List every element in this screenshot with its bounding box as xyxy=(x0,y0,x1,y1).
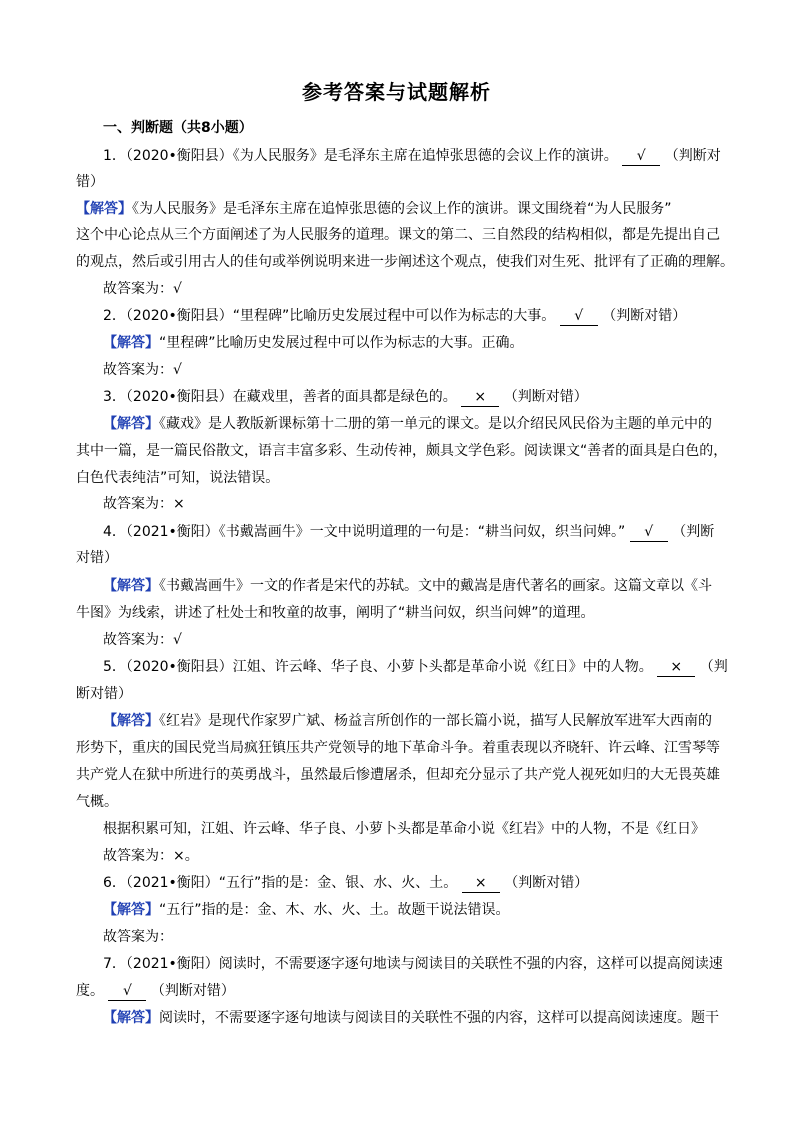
answer-tag: 【解答】 xyxy=(103,578,159,594)
answer-blank-4: √ xyxy=(630,524,668,542)
explanation-1-line-2: 这个中心论点从三个方面阐述了为人民服务的道理。课文的第二、三自然段的结构相似，都是先提出自己 xyxy=(76,227,720,243)
answer-1: 故答案为：√ xyxy=(103,281,182,297)
question-5-cont: 断对错） xyxy=(76,686,132,702)
answer-blank-3: × xyxy=(461,389,499,407)
explanation-5 xyxy=(103,711,712,731)
answer-4: 故答案为：√ xyxy=(103,632,182,648)
answer-5: 故答案为：×。 xyxy=(103,848,199,864)
question-6 xyxy=(103,873,588,893)
question-4-text: 4．（2021•衡阳）《书戴嵩画牛》一文中说明道理的一句是：“耕当问奴，织当问婢。” xyxy=(103,524,626,540)
answer-tag: 【解答】 xyxy=(103,902,159,918)
question-7-suffix: （判断对错） xyxy=(150,983,235,999)
answer-6: 故答案为： xyxy=(103,929,173,945)
explanation-7 xyxy=(103,1008,719,1028)
question-1 xyxy=(103,146,721,166)
section-heading: 一、判断题（共8小题） xyxy=(103,120,253,136)
question-6-suffix: （判断对错） xyxy=(504,875,589,891)
question-1-suffix: （判断对 xyxy=(664,148,721,164)
question-4 xyxy=(103,522,714,542)
answer-blank-2: √ xyxy=(560,308,598,326)
explanation-6 xyxy=(103,900,510,920)
question-7-text: 度。 xyxy=(76,983,104,999)
answer-tag: 【解答】 xyxy=(76,201,132,217)
explanation-text: “五行”指的是：金、木、水、火、土。故题干说法错误。 xyxy=(159,902,510,918)
explanation-3-line-2: 其中一篇，是一篇民俗散文，语言丰富多彩、生动传神，颇具文学色彩。阅读课文“善者的面具是白色的， xyxy=(76,443,728,459)
question-5-text: 5．（2020•衡阳县）江姐、许云峰、华子良、小萝卜头都是革命小说《红日》中的人物。 xyxy=(103,659,653,675)
question-7-cont xyxy=(76,981,235,1001)
explanation-text: 《藏戏》是人教版新课标第十二册的第一单元的课文。是以介绍民风民俗为主题的单元中的 xyxy=(159,416,712,432)
answer-2: 故答案为：√ xyxy=(103,362,182,378)
explanation-3-line-3: 白色代表纯洁”可知，说法错误。 xyxy=(76,470,280,486)
explanation-text: 《红岩》是现代作家罗广斌、杨益言所创作的一部长篇小说，描写人民解放军进军大西南的 xyxy=(159,713,712,729)
explanation-text: 《为人民服务》是毛泽东主席在追悼张思德的会议上作的演讲。课文围绕着“为人民服务” xyxy=(132,201,672,217)
explanation-5-line-2: 形势下，重庆的国民党当局疯狂镇压共产党领导的地下革命斗争。着重表现以齐晓轩、许云峰、江雪琴等 xyxy=(76,740,720,756)
question-2-suffix: （判断对错） xyxy=(602,308,687,324)
question-4-cont: 对错） xyxy=(76,550,118,566)
explanation-text: 阅读时，不需要逐字逐句地读与阅读目的关联性不强的内容，这样可以提高阅读速度。题干 xyxy=(159,1010,719,1026)
answer-blank-1: √ xyxy=(622,148,660,166)
explanation-4 xyxy=(103,576,712,596)
answer-blank-5: × xyxy=(657,659,695,677)
question-1-cont: 错） xyxy=(76,174,104,190)
question-6-text: 6．（2021•衡阳）“五行”指的是：金、银、水、火、土。 xyxy=(103,875,458,891)
question-5 xyxy=(103,657,728,677)
explanation-3 xyxy=(103,414,712,434)
question-3 xyxy=(103,387,588,407)
page-title: 参考答案与试题解析 xyxy=(302,80,491,104)
explanation-1-line-3: 的观点，然后或引用古人的佳句或举例说明来进一步阐述这个观点，使我们对生死、批评有了正确的理解。 xyxy=(76,254,734,270)
explanation-4-line-2: 牛图》为线索，讲述了杜处士和牧童的故事，阐明了“耕当问奴，织当问婢”的道理。 xyxy=(76,605,595,621)
question-5-suffix: （判 xyxy=(699,659,728,675)
explanation-text: “里程碑”比喻历史发展过程中可以作为标志的大事。正确。 xyxy=(159,335,524,351)
answer-tag: 【解答】 xyxy=(103,713,159,729)
explanation-text: 《书戴嵩画牛》一文的作者是宋代的苏轼。文中的戴嵩是唐代著名的画家。这篇文章以《斗 xyxy=(159,578,712,594)
explanation-5-line-5: 根据积累可知，江姐、许云峰、华子良、小萝卜头都是革命小说《红岩》中的人物，不是《红日》 xyxy=(103,821,705,837)
answer-tag: 【解答】 xyxy=(103,335,159,351)
explanation-2 xyxy=(103,333,524,353)
explanation-5-line-4: 气概。 xyxy=(76,794,118,810)
question-2 xyxy=(103,306,686,326)
answer-tag: 【解答】 xyxy=(103,416,159,432)
question-2-text: 2．（2020•衡阳县）“里程碑”比喻历史发展过程中可以作为标志的大事。 xyxy=(103,308,556,324)
answer-tag: 【解答】 xyxy=(103,1010,159,1026)
answer-blank-7: √ xyxy=(108,983,146,1001)
explanation-1 xyxy=(76,199,672,219)
question-7: 7．（2021•衡阳）阅读时，不需要逐字逐句地读与阅读目的关联性不强的内容，这样可以提高阅读速 xyxy=(103,956,723,972)
question-4-suffix: （判断 xyxy=(672,524,715,540)
answer-blank-6: × xyxy=(462,875,500,893)
explanation-5-line-3: 共产党人在狱中所进行的英勇战斗，虽然最后惨遭屠杀，但却充分显示了共产党人视死如归的大无畏英雄 xyxy=(76,767,720,783)
question-3-suffix: （判断对错） xyxy=(503,389,588,405)
question-1-text: 1．（2020•衡阳县）《为人民服务》是毛泽东主席在追悼张思德的会议上作的演讲。 xyxy=(103,148,618,164)
question-3-text: 3．（2020•衡阳县）在藏戏里，善者的面具都是绿色的。 xyxy=(103,389,457,405)
answer-3: 故答案为：× xyxy=(103,496,185,512)
